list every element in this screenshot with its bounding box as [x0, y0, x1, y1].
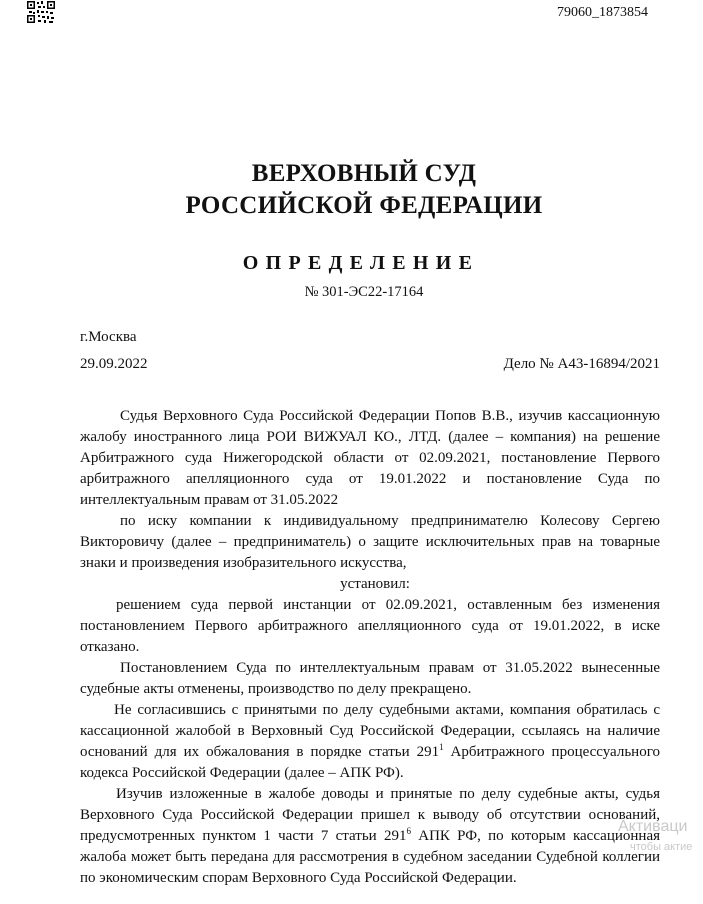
document-type-heading: ОПРЕДЕЛЕНИЕ	[242, 252, 480, 274]
document-id: 79060_1873854	[557, 5, 648, 20]
court-title-line-2: РОССИЙСКОЙ ФЕДЕРАЦИИ	[185, 192, 543, 219]
article-superscript: 1	[439, 742, 444, 752]
document-number: № 301-ЭС22-17164	[304, 284, 424, 300]
document-date: 29.09.2022	[80, 356, 148, 372]
article-superscript: 6	[406, 826, 411, 836]
paragraph-first-instance: решением суда первой инстанции от 02.09.2021, оставленным без изменения постановлением Первого арбитражного апелляционного суда от 19.01.2022, в иске отказано.	[80, 597, 660, 655]
court-title-line-1: ВЕРХОВНЫЙ СУД	[251, 160, 477, 187]
activation-watermark-subtext: чтобы актие	[630, 841, 693, 853]
paragraph-conclusion-text-end: АПК РФ, по которым кассационная жалоба может быть передана для рассмотрения в судебном заседании Судебной коллегии по экономическим спорам Верховного Суда Российской Федерации.	[80, 828, 660, 886]
established-heading: установил:	[340, 576, 410, 592]
paragraph-appeal-text-end: Арбитражного процессуального кодекса Российской Федерации (далее – АПК РФ).	[80, 744, 660, 781]
paragraph-conclusion-text: Изучив изложенные в жалобе доводы и принятые по делу судебные акты, судья Верховного Суда Российской Федерации пришел к выводу об отсутствии оснований, предусмотренных пунктом 1 части 7 статьи 291	[80, 786, 660, 844]
paragraph-claim: по иску компании к индивидуальному предпринимателю Колесову Сергею Викторовичу (далее – предприниматель) о защите исключительных прав на товарные знаки и произведения изобразительного искусства,	[80, 513, 660, 571]
paragraph-appeal	[80, 700, 660, 784]
paragraph-ip-court: Постановлением Суда по интеллектуальным правам от 31.05.2022 вынесенные судебные акты отменены, производство по делу прекращено.	[80, 660, 660, 697]
qr-code	[26, 0, 56, 24]
city: г.Москва	[80, 329, 137, 345]
paragraph-conclusion	[80, 784, 660, 889]
activation-watermark: Активаци	[618, 818, 688, 835]
paragraph-intro: Судья Верховного Суда Российской Федерации Попов В.В., изучив кассационную жалобу иностранного лица РОИ ВИЖУАЛ КО., ЛТД. (далее – компания) на решение Арбитражного суда Нижегородской области от 02.09.2021, постановление Первого арбитражного апелляционного суда от 19.01.2022 и постановление Суда по интеллектуальным правам от 31.05.2022	[80, 408, 660, 508]
document-body	[80, 406, 660, 889]
paragraph-appeal-text: Не согласившись с принятыми по делу судебными актами, компания обратилась с кассационной жалобой в Верховный Суд Российской Федерации, ссылаясь на наличие оснований для их обжалования в порядке статьи 291	[80, 702, 660, 760]
case-number: Дело № А43-16894/2021	[503, 356, 660, 372]
